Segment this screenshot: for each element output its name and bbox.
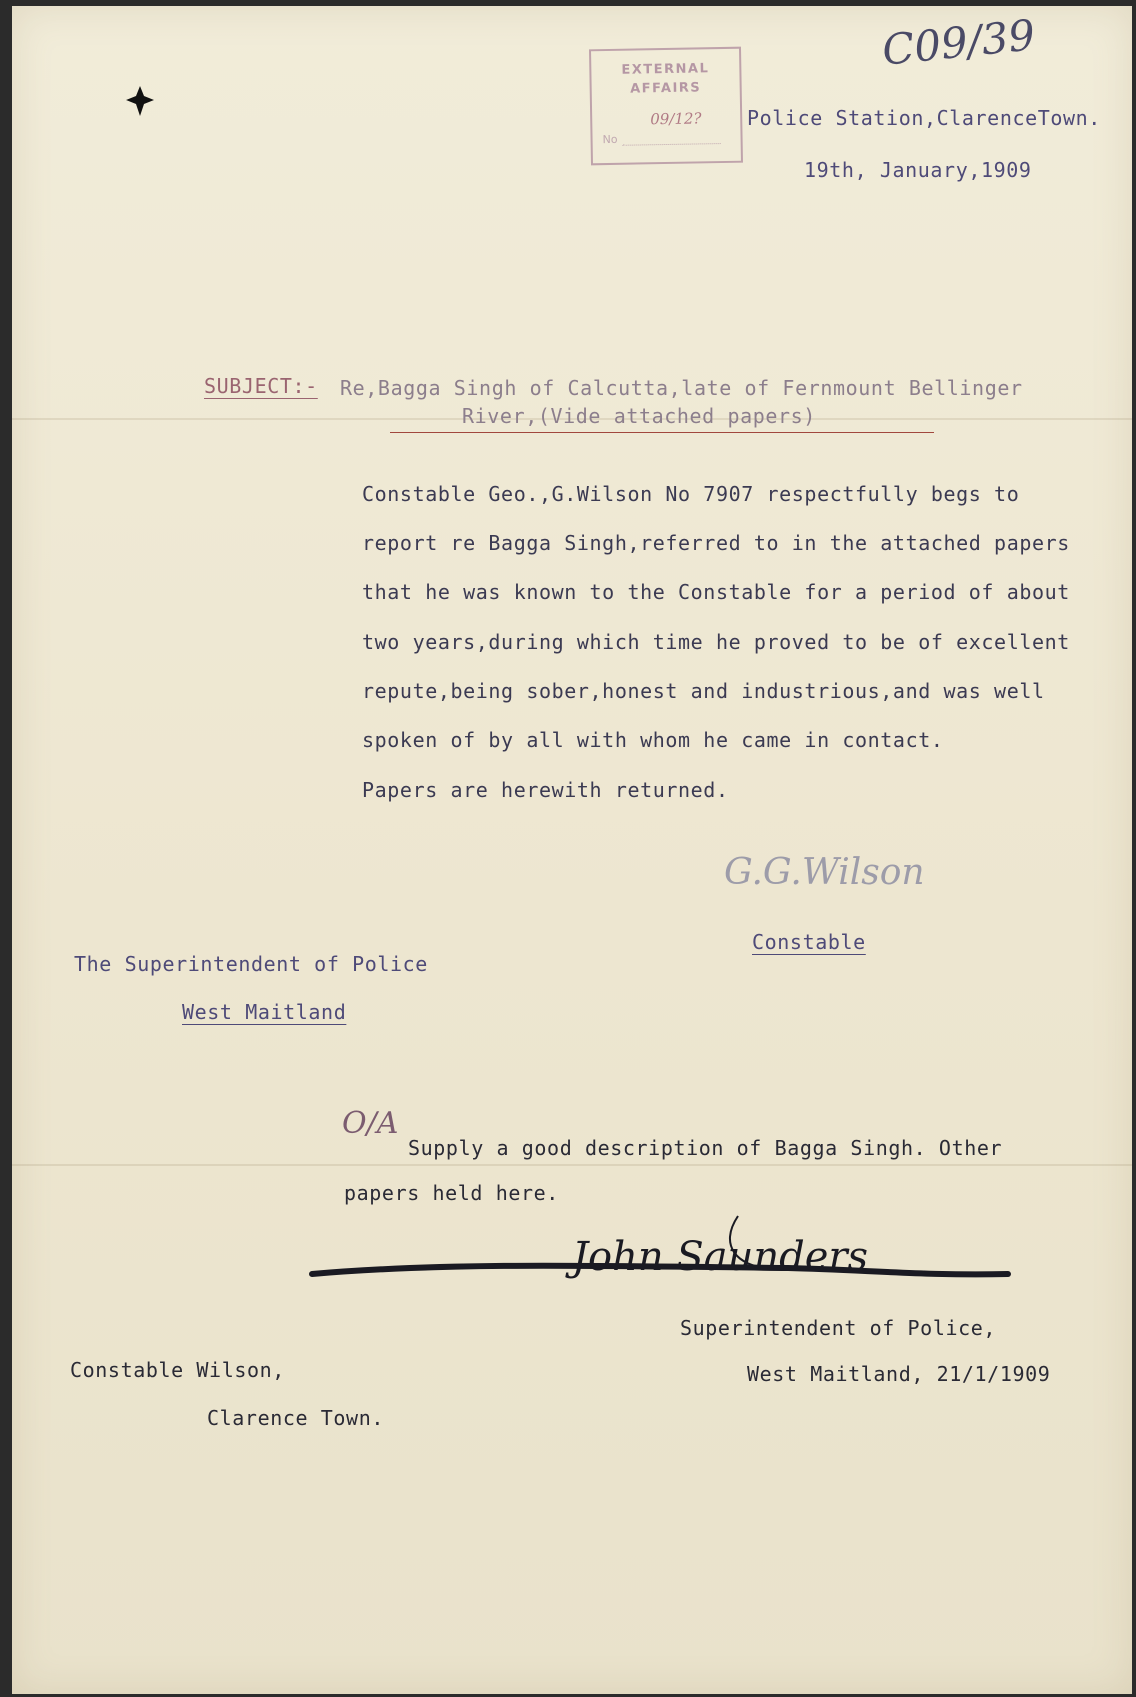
file-reference: C09/39: [879, 10, 1038, 75]
fold-line: [12, 1164, 1132, 1166]
body-line: two years,during which time he proved to be of excellent: [362, 630, 1070, 654]
document-page: [12, 6, 1132, 1694]
body-line: that he was known to the Constable for a period of about: [362, 580, 1070, 604]
subject-line-2: River,(Vide attached papers): [462, 404, 816, 428]
superintendent-signature: John Saunders: [572, 1234, 869, 1280]
body-line: Constable Geo.,G.Wilson No 7907 respectfully begs to: [362, 482, 1020, 506]
pin-hole-mark: [126, 84, 156, 118]
reply-initials: O/A: [342, 1106, 399, 1141]
recipient-line-1: Constable Wilson,: [70, 1358, 285, 1382]
stamp-number-label: No: [602, 132, 618, 147]
subject-label: SUBJECT:-: [204, 374, 318, 398]
addressee-line-2: West Maitland: [182, 1000, 347, 1024]
constable-title: Constable: [752, 930, 866, 954]
body-line: spoken of by all with whom he came in contact.: [362, 728, 944, 752]
constable-signature: G.G.Wilson: [724, 852, 925, 893]
reply-line-2: papers held here.: [344, 1181, 559, 1205]
reply-line-1: Supply a good description of Bagga Singh. Other: [408, 1136, 1003, 1160]
addressee-line-1: The Superintendent of Police: [74, 952, 428, 976]
letter-date: 19th, January,1909: [804, 158, 1032, 182]
body-line: Papers are herewith returned.: [362, 778, 729, 802]
body-line: repute,being sober,honest and industrious,and was well: [362, 679, 1045, 703]
body-line: report re Bagga Singh,referred to in the attached papers: [362, 531, 1070, 555]
reply-place-date: West Maitland, 21/1/1909: [747, 1362, 1051, 1386]
recipient-line-2: Clarence Town.: [207, 1406, 384, 1430]
external-affairs-stamp: EXTERNAL AFFAIRS 09/12? No: [589, 47, 743, 166]
stamp-date: 09/12?: [650, 109, 702, 129]
superintendent-title: Superintendent of Police,: [680, 1316, 997, 1340]
subject-line-1: Re,Bagga Singh of Calcutta,late of Fernmount Bellinger: [340, 376, 1023, 400]
station-heading: Police Station,ClarenceTown.: [747, 106, 1101, 130]
